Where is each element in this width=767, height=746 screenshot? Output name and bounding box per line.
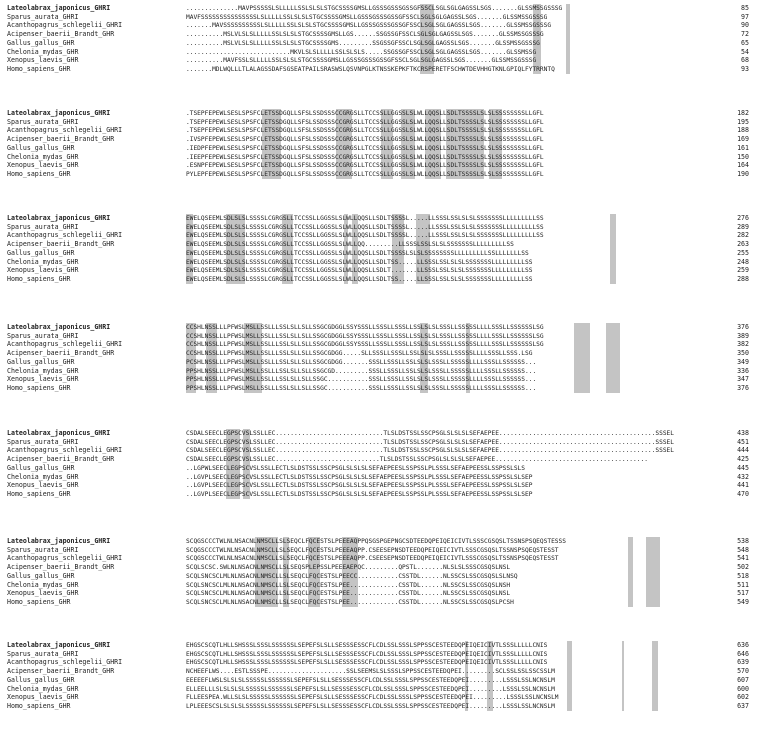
sequence-segment: .......MDLWQLLLTLALAGSSDAFSGSEATPAILSRASWSLQSVNPGLKTNSSKEPKFTKCRSPERETFSCHWTDEVHHGTKNLGPIQLFYTRRNTQ: [186, 65, 555, 73]
species-label: Acanthopagrus_schlegelii_GHRI: [7, 446, 123, 455]
species-label: Xenopus_laevis_GHR: [7, 161, 79, 170]
residue-position: 518: [737, 571, 749, 580]
alignment-row: [0, 667, 767, 676]
alignment-row: [0, 214, 767, 223]
residue-position: 639: [737, 658, 749, 667]
alignment-row: [0, 490, 767, 499]
sequence-segment: .......MAVSSSSSSSSSSLSLLLLLSSLSLSLSTGCSSSSGMSLLGSSSGSSSGSSGFSSCLSGLSGLGAGSSLSGS.......GLSSMSSGSSSG: [186, 22, 552, 30]
residue-position: 438: [737, 429, 749, 437]
alignment-row: [0, 446, 767, 455]
alignment-row: [0, 473, 767, 482]
alignment-row: [0, 384, 767, 393]
alignment-row: [0, 109, 767, 118]
alignment-row: [0, 118, 767, 127]
sequence-segment: EWELQSEEMLSDLSLSLSSSSLCGRGSLLTCCSSLLGGSSLSLWLLQQSLLSDLTSSSSLSLSLSSSSSSSSLLLLLLLLLSSLLLLLLLSS: [186, 249, 529, 257]
residue-position: 188: [737, 126, 749, 135]
sequence-segment: .IVSPFEPEWLSESLSPSFCLETSSDGQLLSFSLSSDSSSCCGRGSLLTCCSSLLGGSSLSLWLLQQSLLSDLTSSSSLSLSLSSSSSSSSLLGFL: [186, 136, 544, 144]
sequence-segment: EWELQSEEMLSDLSLSLSSSSLCGRGSLLTCCSSLLGGSSLSLWLLQQSLLSDLTSSSSL.....LLSSSLSSLSLSLSSSSSSSLLLLLLLLLSS: [186, 215, 544, 222]
residue-position: 90: [741, 21, 749, 30]
species-label: Acipenser_baerii_Brandt_GHR: [7, 667, 115, 676]
species-label: Gallus_gallus_GHR: [7, 143, 75, 152]
species-label: Acanthopagrus_schlegelii_GHRI: [7, 231, 123, 240]
residue-position: 190: [737, 169, 749, 178]
sequence-segment: PYLEPFEPEWLSESLSPSFCLETSSDGQLLSFSLSSDSSSCCGRGSLLTCCSSLLGGSSLSLWLLQQSLLSDLTSSSSLSLSLSSSSSSSSLLGFL: [186, 170, 544, 178]
sequence-segment: ..........MAVFSSLSLLLLLSSLSLSLSTGCSSSSGMSLLGSSSGSSSGSSGFSSCLSGLSGLGAGSSLSGS.......GLSSMSSGSSSG: [186, 57, 537, 65]
species-label: Sparus_aurata_GHRI: [7, 331, 79, 340]
residue-position: 441: [737, 481, 749, 490]
alignment-row: [0, 349, 767, 358]
species-label: Lateolabrax_japonicus_GHRI: [7, 641, 111, 649]
species-label: Gallus_gallus_GHR: [7, 463, 75, 472]
residue-position: 549: [737, 597, 749, 606]
sequence-segment: CCSHLNSSLLLPFWSLMSLLSSLLLSSLSLLSLLSSGCGDGGLSSYSSSLLSSSLLSSSLLSSLSLSLSSSLLSSSSSLLLLSSSLLSSSSSSLSG: [186, 332, 544, 340]
alignment-block: [0, 323, 767, 395]
species-label: Homo_sapiens_GHR: [7, 274, 71, 283]
sequence-segment: CCSHLNSSLLLPFWSLMSLLSSLLLSSLSLLSLLSSGCGDGG.....SLLSSSLLSSSLLSSLSLSLSSSLLSSSSSLLLLSSSLLSSS.LSG: [186, 350, 533, 358]
alignment-row: [0, 589, 767, 598]
alignment-row: [0, 153, 767, 162]
species-label: Lateolabrax_japonicus_GHRI: [7, 537, 111, 545]
residue-position: 336: [737, 366, 749, 375]
alignment-row: [0, 464, 767, 473]
sequence-segment: SCQLSNCSCLMLNLNSACNLNMSCLLSLSEQCLFQCESTSLPEECC...........CSSTDL......NLSSCSLSSCGSQSLSLNSQ: [186, 572, 518, 580]
alignment-row: [0, 702, 767, 711]
species-label: Chelonia_mydas_GHR: [7, 472, 79, 481]
species-label: Sparus_aurata_GHRI: [7, 649, 79, 658]
alignment-row: [0, 30, 767, 39]
residue-position: 248: [737, 257, 749, 266]
residue-position: 97: [741, 12, 749, 21]
species-label: Acipenser_baerii_Brandt_GHR: [7, 455, 115, 464]
residue-position: 347: [737, 375, 749, 384]
species-label: Chelonia_mydas_GHR: [7, 580, 79, 589]
sequence-segment: CCSHLNSSLLLPFWSLMSLLSSLLLSSLSLLSLLSSGCGDGGLSSYSSSLLSSSLLSSSLLSSLSLSLSSSLLSSSSSLLLLSSSLLSSSSSSLSG: [186, 324, 544, 331]
species-label: Chelonia_mydas_GHR: [7, 257, 79, 266]
alignment-row: [0, 126, 767, 135]
residue-position: 288: [737, 274, 749, 283]
species-label: Acanthopagrus_schlegelii_GHRI: [7, 21, 123, 30]
residue-position: 602: [737, 693, 749, 702]
alignment-row: [0, 65, 767, 74]
alignment-row: [0, 266, 767, 275]
residue-position: 93: [741, 64, 749, 73]
sequence-segment: .IEEPFEPEWLSESLSPSFCLETSSDGQLLSFSLSSDSSSCCGRGSLLTCCSSLLGGSSLSLWLLQQSLLSDLTSSSSLSLSLSSSSSSSSLLGFL: [186, 153, 544, 161]
species-label: Acipenser_baerii_Brandt_GHR: [7, 30, 115, 39]
residue-position: 511: [737, 580, 749, 589]
alignment-row: [0, 144, 767, 153]
sequence-segment: ELLEELLLSLSLSLSLSSSSSLSSSSSSLSEPEFSLSLLSESSSESSCFLCDLSSLSSSLSPPSSCESTEEDQPEI.........LSSSLSSLNCNSLM: [186, 685, 555, 693]
residue-position: 607: [737, 675, 749, 684]
alignment-row: [0, 554, 767, 563]
sequence-segment: .TSEPFEPEWLSESLSPSFCLETSSDGQLLSFSLSSDSSSCCGRGSLLTCCSSLLGGSSLSLWLLQQSLLSDLTSSSSLSLSLSSSSSSSSLLGFL: [186, 127, 544, 135]
residue-position: 65: [741, 38, 749, 47]
species-label: Xenopus_laevis_GHR: [7, 375, 79, 384]
alignment-block: [0, 109, 767, 181]
residue-position: 502: [737, 563, 749, 572]
alignment-row: [0, 546, 767, 555]
sequence-segment: NCHEEFLWS....ESTLSSSPE.....................SSLSEEMSLSLSSSLSPPSSCESTEEDQPEI.........SCLSSLSSLSSCSSLM: [186, 668, 555, 676]
residue-position: 195: [737, 117, 749, 126]
residue-position: 636: [737, 641, 749, 649]
alignment-row: [0, 375, 767, 384]
sequence-segment: ..LGVPLSEECLEGPSCVSLSSLLECTLSLDSTSSLSSCPSGLSLSLSLSEFAEPEESLSSPSSLPLSSSLSEFAEPEESSLSSPSSLSLSEP: [186, 473, 533, 481]
residue-position: 276: [737, 214, 749, 222]
species-label: Xenopus_laevis_GHR: [7, 56, 79, 65]
sequence-segment: MAVFSSSSSSSSSSSSSSSLSLLLLLSSLSLSLSTGCSSSSGMSLLGSSSGSSSGSSGFSSCLSGLSGLGAGSSLSGS.......GLSSMSSGSSSG: [186, 13, 548, 21]
sequence-segment: EEEEEFLWSLSLSLSLSSSSSLSSSSSSLSEPEFSLSLLSESSSESSCFLCDLSSLSSSLSPPSSCESTEEDQPEI.........LSSSLSSLNCNSLM: [186, 676, 555, 684]
alignment-row: [0, 170, 767, 179]
residue-position: 72: [741, 30, 749, 39]
alignment-row: [0, 685, 767, 694]
species-label: Lateolabrax_japonicus_GHRI: [7, 109, 111, 117]
sequence-segment: PPSHLNSSLLLPFWSLMSLLSSLLLSSLSLLSLLSSGC...........SSSLLSSSLLSSLSLSLSSSLLSSSSSLLLLSSSLLSSSSSS...: [186, 384, 537, 392]
sequence-segment: ..LGVPLSEECLEGPSCVSLSSLLECTLSLDSTSSLSSCPSGLSLSLSLSEFAEPEESLSSPSSLPLSSSLSEFAEPEESSLSSPSSLSLSEP: [186, 482, 533, 490]
residue-position: 68: [741, 56, 749, 65]
alignment-row: [0, 332, 767, 341]
species-label: Lateolabrax_japonicus_GHRI: [7, 429, 111, 437]
residue-position: 259: [737, 266, 749, 275]
species-label: Lateolabrax_japonicus_GHRI: [7, 4, 111, 12]
residue-position: 444: [737, 446, 749, 455]
residue-position: 445: [737, 463, 749, 472]
sequence-segment: SCQGSCCCTWLNLNSACNLNMSCLLSLSEQCLFQCESTSLPEEEAQPP.CSEESEPNSDTEEDQPEIQEICIVTLSSSCGSQSLTSSNSPSQEQSTESST: [186, 555, 559, 563]
alignment-row: [0, 240, 767, 249]
residue-position: 376: [737, 383, 749, 392]
residue-position: 350: [737, 349, 749, 358]
residue-position: 389: [737, 331, 749, 340]
alignment-row: [0, 275, 767, 284]
sequence-segment: ..LGPWLSEECLEGPSCVSLSSLLECTLSLDSTSSLSSCPSGLSLSLSLSEFAEPEESLSSPSSLPLSSSLSEFAEPEESSLSSPSSLSLS: [186, 464, 525, 472]
residue-position: 85: [741, 4, 749, 12]
residue-position: 376: [737, 323, 749, 331]
sequence-segment: SCQGSCCCTWLNLNSACNLNMSCLLSLSEQCLFQCESTSLPEEEAQPPQSGSPGEPNGCSDTEEDQPEIQEICIVTLSSSCGSQSLTSSNSPSQEQSTESSS: [186, 538, 566, 545]
alignment-row: [0, 223, 767, 232]
alignment-row: [0, 581, 767, 590]
residue-position: 349: [737, 357, 749, 366]
species-label: Homo_sapiens_GHR: [7, 701, 71, 710]
sequence-segment: ..........MSLVLSLSLLLLLSSLSLSLSTGCSSSSGMSLLGS......SSGSSGFSSCLSGLSGLGAGSSLSGS.......GLSSMSSGSSSG: [186, 31, 544, 39]
sequence-segment: CSDALSEECLEGPSCVSLSSLLEC............................TLSLDSTSSLSSCPSGLSLSLSLSEFAEPEE.........................................: [186, 456, 648, 464]
species-label: Sparus_aurata_GHRI: [7, 117, 79, 126]
sequence-segment: EWELQSEEMLSDLSLSLSSSSLCGRGSLLTCCSSLLGGSSLSLWLLQQSLLSDLTSSSSL.....LLSSSLSSLSLSLSSSSSSSLLLLLLLLLSS: [186, 223, 544, 231]
alignment-block: [0, 537, 767, 609]
species-label: Acipenser_baerii_Brandt_GHR: [7, 563, 115, 572]
residue-position: 289: [737, 222, 749, 231]
sequence-segment: PPSHLNSSLLLPFWSLMSLLSSLLLSSLSLLSLLSSGC...........SSSLLSSSLLSSLSLSLSSSLLSSSSSLLLLSSSLLSSSSSS...: [186, 376, 537, 384]
residue-position: 150: [737, 152, 749, 161]
alignment-row: [0, 650, 767, 659]
residue-position: 182: [737, 109, 749, 117]
species-label: Lateolabrax_japonicus_GHRI: [7, 214, 111, 222]
sequence-segment: ..........MSLVLSLSLLLLLSSLSLSLSTGCSSSSGMS.........SSGSSGFSSCLSGLSGLGAGSSLSGS.......GLSSMSSGSSSG: [186, 39, 540, 47]
alignment-block: [0, 4, 767, 76]
residue-position: 538: [737, 537, 749, 545]
species-label: Xenopus_laevis_GHR: [7, 589, 79, 598]
sequence-segment: CSDALSEECLEGPSCVSLSSLLEC.............................TLSLDSTSSLSSCPSGLSLSLSLSEFAEPEE..........................................SSSEL: [186, 447, 674, 455]
species-label: Sparus_aurata_GHRI: [7, 437, 79, 446]
species-label: Homo_sapiens_GHR: [7, 489, 71, 498]
alignment-row: [0, 258, 767, 267]
species-label: Acipenser_baerii_Brandt_GHR: [7, 240, 115, 249]
species-label: Gallus_gallus_GHR: [7, 248, 75, 257]
sequence-segment: .IEDPFEPEWLSESLSPSFCLETSSDGQLLSFSLSSDSSSCCGRGSLLTCCSSLLGGSSLSLWLLQQSLLSDLTSSSSLSLSLSSSSSSSSLLGFL: [186, 144, 544, 152]
species-label: Acipenser_baerii_Brandt_GHR: [7, 135, 115, 144]
sequence-segment: SCQLSCSC.SWLNLNSACNLNMSCLLSLSEQSPLEPSSLPEEEAEPQC.........QPSTL.......NLSLSLSSSCGSQSLNSL: [186, 564, 511, 572]
alignment-block: [0, 214, 767, 286]
sequence-segment: EHGSCSCQTLHLLSHSSSLSSSLSSSSSSLSEPEFSLSLLSESSSESSCFLCDLSSLSSSLSPPSSCESTEEDQPEIQEICIVTLSSSLLLLLCNIS: [186, 659, 548, 667]
species-label: Xenopus_laevis_GHR: [7, 693, 79, 702]
sequence-segment: CSDALSEECLEGPSCVSLSSLLEC.............................TLSLDSTSSLSSCPSGLSLSLSLSEFAEPEE..........................................SSSEL: [186, 438, 674, 446]
sequence-segment: EHGSCSCQTLHLLSHSSSLSSSLSSSSSSLSEPEFSLSLLSESSSESSCFLCDLSSLSSSLSPPSSCESTEEDQPEIQEICIVTLSSSLLLLLCNIS: [186, 642, 548, 649]
species-label: Acanthopagrus_schlegelii_GHRI: [7, 340, 123, 349]
alignment-row: [0, 39, 767, 48]
residue-position: 255: [737, 248, 749, 257]
alignment-row: [0, 641, 767, 650]
alignment-block: [0, 429, 767, 501]
species-label: Homo_sapiens_GHR: [7, 169, 71, 178]
sequence-segment: ............................MKVLSLSLLLLLSSLSLSLS.....SSGSSGFSSCLSGLSGLGAGSSLSGS.......GLSSMSSG: [186, 48, 537, 56]
alignment-row: [0, 135, 767, 144]
alignment-row: [0, 693, 767, 702]
residue-position: 161: [737, 143, 749, 152]
alignment-row: [0, 249, 767, 258]
alignment-row: [0, 598, 767, 607]
alignment-row: [0, 572, 767, 581]
alignment-row: [0, 676, 767, 685]
sequence-segment: PCSHLNSSLLLPFWSLMSLLSSLLLSSLSLLSLLSSGCGDGG.......SSSLLSSSLLSSLSLSLSSSLLSSSSSLLLLSSSLLSSSSSS...: [186, 358, 537, 366]
species-label: Gallus_gallus_GHR: [7, 357, 75, 366]
sequence-segment: .TSEPFEPEWLSESLSPSFCLETSSDGQLLSFSLSSDSSSCCGRGSLLTCCSSLLGGSSLSLWLLQQSLLSDLTSSSSLSLSLSSSSSSSSLLGFL: [186, 110, 544, 117]
residue-position: 646: [737, 649, 749, 658]
residue-position: 600: [737, 684, 749, 693]
alignment-row: [0, 438, 767, 447]
alignment-row: [0, 367, 767, 376]
species-label: Acanthopagrus_schlegelii_GHRI: [7, 554, 123, 563]
residue-position: 517: [737, 589, 749, 598]
sequence-segment: EWELQSEEMLSDLSLSLSSSSLCGRGSLLTCCSSLLGGSSLSLWLLQQSLLSDLT.......LLSSSLSSLSLSLSSSSSSSLLLLLLLLLSS: [186, 267, 533, 275]
sequence-segment: SCQLSNCSCLMLNLNSACNLNMSCLLSLSEQCLFQCESTSLPEE.............CSSTDL......NLSSCSLSSCGSQSLPCSH: [186, 598, 514, 606]
alignment-row: [0, 563, 767, 572]
species-label: Acanthopagrus_schlegelii_GHRI: [7, 658, 123, 667]
alignment-row: [0, 658, 767, 667]
alignment-row: [0, 340, 767, 349]
alignment-row: [0, 161, 767, 170]
alignment-row: [0, 429, 767, 438]
alignment-row: [0, 56, 767, 65]
sequence-segment: CSDALSEECLEGPSCVSLSSLLEC.............................TLSLDSTSSLSSCPSGLSLSLSLSEFAEPEE..........................................SSSEL: [186, 430, 674, 437]
species-label: Sparus_aurata_GHRI: [7, 222, 79, 231]
species-label: Sparus_aurata_GHRI: [7, 12, 79, 21]
residue-position: 425: [737, 455, 749, 464]
sequence-segment: ..LGVPLSEECLEGPSCVSLSSLLECTLSLDSTSSLSSCPSGLSLSLSLSEFAEPEESLSSPSSLPLSSSLSEFAEPEESSLSSPSSLSLSEP: [186, 490, 533, 498]
residue-position: 470: [737, 489, 749, 498]
sequence-segment: SCQLSNCSCLMLNLNSACNLNMSCLLSLSEQCLFQCESTSLPEE.............CSSTDL......NLSSCSLSSCGSQSLNSL: [186, 590, 511, 598]
species-label: Chelonia_mydas_GHR: [7, 152, 79, 161]
residue-position: 548: [737, 545, 749, 554]
sequence-segment: FLLEESPEA.WLLSLSLSSSSSLSSSSSSLSEPEFSLSLLSESSSESSCFLCDLSSLSSSLSPPSSCESTEEDQPEI.........LSSSLSSLNCNSLM: [186, 694, 559, 702]
species-label: Gallus_gallus_GHR: [7, 675, 75, 684]
alignment-row: [0, 455, 767, 464]
species-label: Xenopus_laevis_GHR: [7, 266, 79, 275]
alignment-row: [0, 21, 767, 30]
species-label: Homo_sapiens_GHR: [7, 597, 71, 606]
residue-position: 451: [737, 437, 749, 446]
sequence-segment: EHGSCSCQTLHLLSHSSSLSSSLSSSSSSLSEPEFSLSLLSESSSESSCFLCDLSSLSSSLSPPSSCESTEEDQPEIQEICIVTLSSSLLLLLCNIS: [186, 650, 548, 658]
species-label: Acipenser_baerii_Brandt_GHR: [7, 349, 115, 358]
sequence-segment: SCQLSNCSCLMLNLNSACNLNMSCLLSLSEQCLFQCESTSLPEE.............CSSTDL......NLSSCSLSSCGSQSLNSH: [186, 581, 511, 589]
residue-position: 169: [737, 135, 749, 144]
alignment-row: [0, 537, 767, 546]
species-label: Homo_sapiens_GHR: [7, 383, 71, 392]
species-label: Xenopus_laevis_GHR: [7, 481, 79, 490]
sequence-segment: EWELQSEEMLSDLSLSLSSSSLCGRGSLLTCCSSLLGGSSLSLWLLQQSLLSDLTSS.....LLSSSLSSLSLSLSSSSSSSLLLLLLLLLSS: [186, 258, 533, 266]
residue-position: 263: [737, 240, 749, 249]
species-label: Acanthopagrus_schlegelii_GHRI: [7, 126, 123, 135]
species-label: Lateolabrax_japonicus_GHRI: [7, 323, 111, 331]
alignment-row: [0, 323, 767, 332]
sequence-segment: PPSHLNSSLLLPFWSLMSLLSSLLLSSLSLLSLLSSGCGD.........SSSLLSSSLLSSLSLSLSSSLLSSSSSLLLLSSSLLSSSSSS...: [186, 367, 537, 375]
residue-position: 282: [737, 231, 749, 240]
alignment-row: [0, 231, 767, 240]
residue-position: 637: [737, 701, 749, 710]
residue-position: 164: [737, 161, 749, 170]
species-label: Chelonia_mydas_GHR: [7, 47, 79, 56]
species-label: Chelonia_mydas_GHR: [7, 366, 79, 375]
sequence-segment: EWELQSEEMLSDLSLSLSSSSLCGRGSLLTCCSSLLGGSSLSLWLLQQSLLSDLTSS.....LLSSSLSSLSLSLSSSSSSSLLLLLLLLLSS: [186, 275, 533, 283]
sequence-segment: .TSEPFEPEWLSESLSPSFCLETSSDGQLLSFSLSSDSSSCCGRGSLLTCCSSLLGGSSLSLWLLQQSLLSDLTSSSSLSLSLSSSSSSSSLLGFL: [186, 118, 544, 126]
sequence-segment: SCQGSCCCTWLNLNSACNLNMSCLLSLSEQCLFQCESTSLPEEEAQPP.CSEESEPNSDTEEDQPEIQEICIVTLSSSCGSQSLTSSNSPSQEQSTESST: [186, 546, 559, 554]
alignment-row: [0, 358, 767, 367]
sequence-segment: ..............MAVPSSSSSLSLLLLLSSLSLSLSTGCSSSSGMSLLGSSSGSSSGSSGFSSCLSGLSGLGAGSSLSGS.......GLSSMSSGSSSG: [186, 5, 563, 12]
residue-position: 382: [737, 340, 749, 349]
alignment-row: [0, 13, 767, 22]
sequence-segment: .ESNPFEPEWLSESLSPSFCLETSSDGQLLSFSLSSDSSSCCGRGSLLTCCSSLLGGSSLSLWLLQQSLLSDLTSSSSLSLSLSSSSSSSSLLGFL: [186, 162, 544, 170]
species-label: Homo_sapiens_GHR: [7, 64, 71, 73]
sequence-segment: CCSHLNSSLLLPFWSLMSLLSSLLLSSLSLLSLLSSGCGDGGLSSYSSSLLSSSLLSSSLLSSLSLSLSSSLLSSSSSLLLLSSSLLSSSSSSLSG: [186, 341, 544, 349]
alignment-block: [0, 641, 767, 713]
residue-position: 541: [737, 554, 749, 563]
residue-position: 570: [737, 667, 749, 676]
sequence-segment: EWELQSEEMLSDLSLSLSSSSLCGRGSLLTCCSSLLGGSSLSLWLLQQ.........LLSSSLSSLSLSLSSSSSSSLLLLLLLLLSS: [186, 241, 514, 249]
residue-position: 432: [737, 472, 749, 481]
sequence-segment: EWELQSEEMLSDLSLSLSSSSLCGRGSLLTCCSSLLGGSSLSLWLLQQSLLSDLTSSSSL.....LLSSSLSSLSLSLSSSSSSSLLLLLLLLLSS: [186, 232, 544, 240]
species-label: Gallus_gallus_GHR: [7, 38, 75, 47]
sequence-segment: LPLEEESCSLSLSLSLSSSSSLSSSSSSLSEPEFSLSLLSESSSESSCFLCDLSSLSSSLSPPSSCESTEEDQPEI.........LSSSLSSLNCNSLM: [186, 702, 555, 710]
species-label: Gallus_gallus_GHR: [7, 571, 75, 580]
residue-position: 54: [741, 47, 749, 56]
alignment-row: [0, 4, 767, 13]
species-label: Sparus_aurata_GHRI: [7, 545, 79, 554]
species-label: Chelonia_mydas_GHR: [7, 684, 79, 693]
alignment-row: [0, 48, 767, 57]
alignment-row: [0, 481, 767, 490]
